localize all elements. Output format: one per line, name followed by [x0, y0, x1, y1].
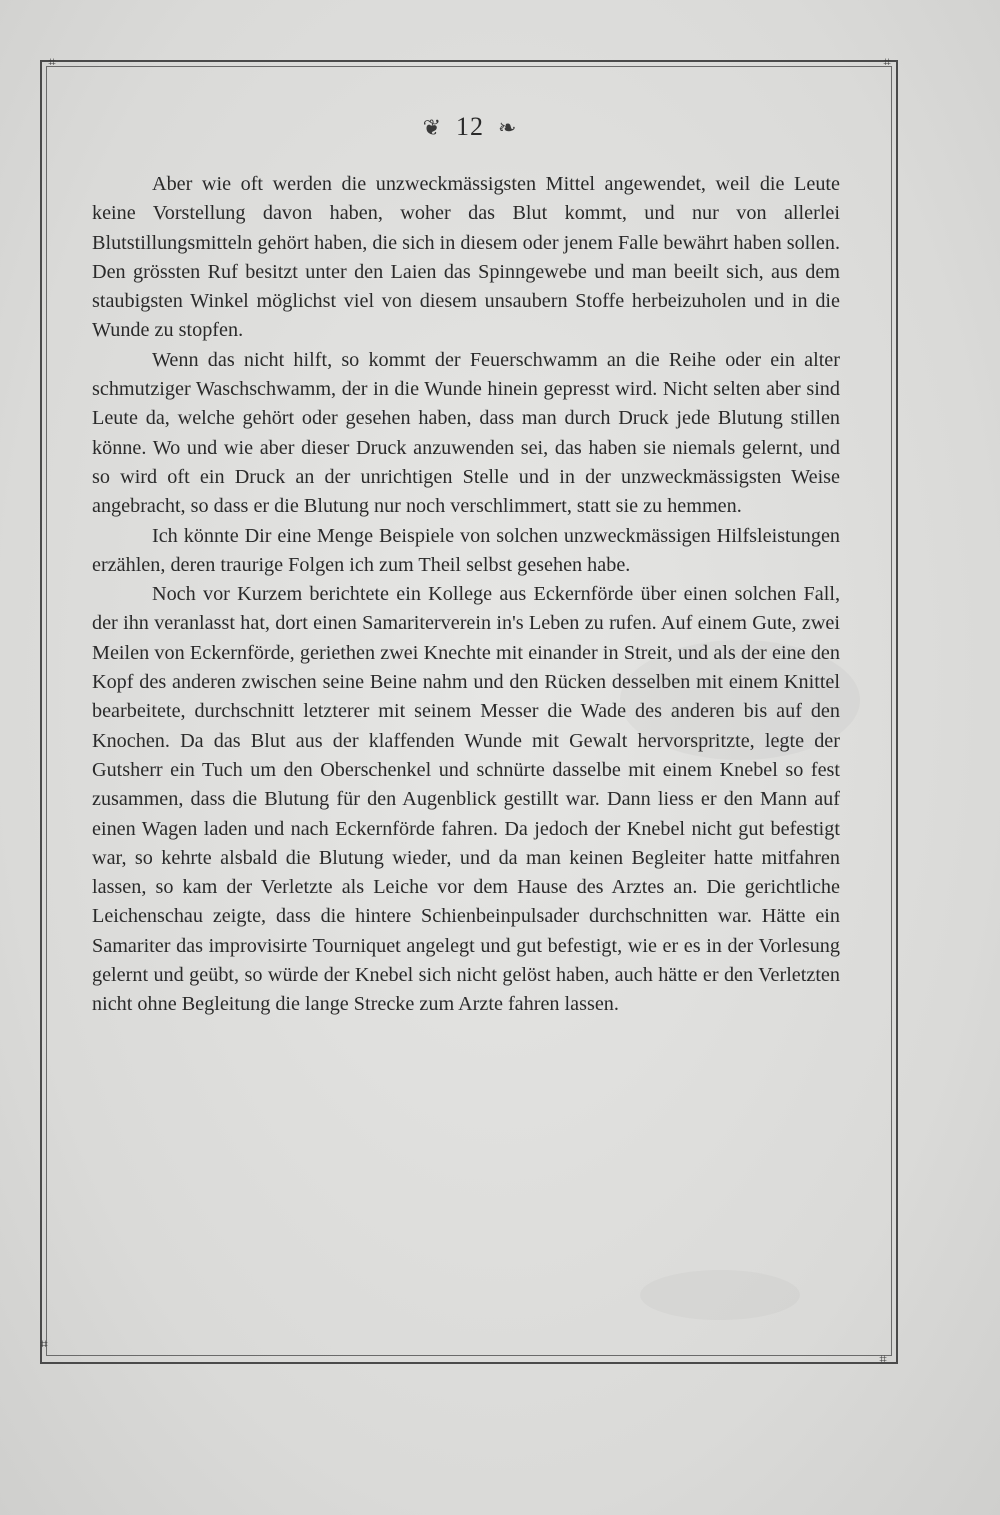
corner-ornament-icon: ⌗ — [40, 1336, 48, 1351]
paragraph: Wenn das nicht hilft, so kommt der Feuerschwamm an die Reihe oder ein alter schmutziger Waschschwamm, der in die Wunde hinein gepresst wird. Nicht selten aber sind Leute da, welche gehört oder gesehen haben, dass man durch Druck jede Blutung stillen könne. Wo und wie aber dieser Druck anzuwenden sei, das haben sie niemals gelernt, und so wird oft ein Druck an der unrichtigen Stelle und in der unzweckmässigsten Weise angebracht, so dass er die Blutung nur noch verschlimmert, statt sie zu hemmen. — [92, 348, 840, 518]
left-flourish-icon: ❦ — [422, 115, 442, 140]
body-text — [92, 170, 840, 1020]
corner-ornament-icon: ⌗ — [883, 54, 891, 69]
page-number: 12 — [456, 112, 484, 141]
right-flourish-icon: ❧ — [498, 115, 518, 140]
paragraph: Ich könnte Dir eine Menge Beispiele von solchen unzweckmässigen Hilfsleistungen erzählen, deren traurige Folgen ich zum Theil selbst gesehen habe. — [92, 524, 840, 576]
paragraph: Aber wie oft werden die unzweckmässigsten Mittel angewendet, weil die Leute keine Vorstellung davon haben, woher das Blut kommt, und nur von allerlei Blutstillungsmitteln gehört haben, die sich in diesem oder jenem Falle bewährt haben sollen. Den grössten Ruf besitzt unter den Laien das Spinngewebe und man beeilt sich, aus dem staubigsten Winkel möglichst viel von diesem unsaubern Stoffe herbeizuholen und in die Wunde zu stopfen. — [92, 173, 840, 342]
corner-ornament-icon: ⌗ — [879, 1351, 887, 1366]
page-header — [0, 112, 940, 142]
paragraph: Noch vor Kurzem berichtete ein Kollege aus Eckernförde über einen solchen Fall, der ihn veranlasst hat, dort einen Samariterverein in's Leben zu rufen. Auf einem Gute, zwei Meilen von Eckernförde, geriethen zwei Knechte mit einander in Streit, und als der eine den Kopf des anderen zwischen seine Beine nahm und den Rücken desselben mit einem Knittel bearbeitete, durchschnitt letzterer mit seinem Messer die Wade des anderen bis auf den Knochen. Da das Blut aus der klaffenden Wunde mit Gewalt hervorspritzte, legte der Gutsherr ein Tuch um den Oberschenkel und schnürte dasselbe mit einem Knebel so fest zusammen, dass die Blutung für den Augenblick gestillt war. Dann liess er den Mann auf einen Wagen laden und nach Eckernförde fahren. Da jedoch der Knebel nicht gut befestigt war, so kehrte alsbald die Blutung wieder, und da man keinen Begleiter hatte mitfahren lassen, so kam der Verletzte als Leiche vor dem Hause des Arztes an. Die gerichtliche Leichenschau zeigte, dass die hintere Schienbeinpulsader durchschnitten war. Hätte ein Samariter das improvisirte Tourniquet angelegt und gut befestigt, wie er es in der Vorlesung gelernt und geübt, so würde der Knebel sich nicht gelöst haben, auch hätte er den Verletzten nicht ohne Begleitung die lange Strecke zum Arzte fahren lassen. — [92, 583, 840, 1016]
corner-ornament-icon: ⌗ — [48, 54, 56, 69]
